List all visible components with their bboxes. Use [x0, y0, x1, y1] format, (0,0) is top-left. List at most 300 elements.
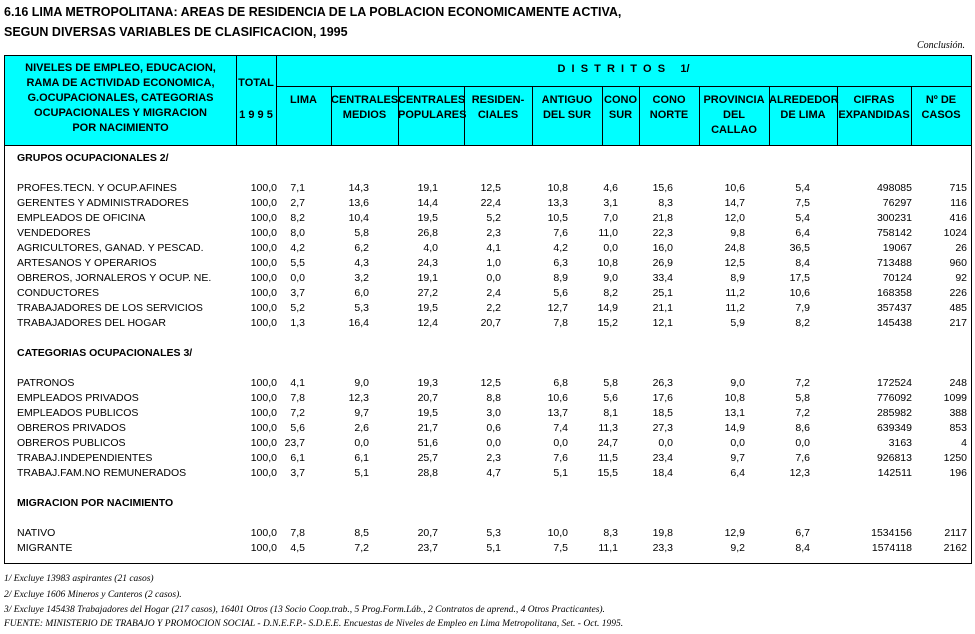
cell-value: 7,1	[290, 182, 305, 194]
table-row	[5, 542, 973, 557]
cell-value: 1,3	[290, 317, 305, 329]
cell-value: 7,8	[290, 392, 305, 404]
cell-value: 100,0	[250, 257, 277, 269]
table-row	[5, 212, 973, 227]
cell-value: 10,0	[547, 527, 568, 539]
cell-value: 15,5	[597, 467, 618, 479]
cell-value: 13,7	[547, 407, 568, 419]
stub-header-line: NIVELES DE EMPLEO, EDUCACION,	[25, 62, 216, 74]
cell-value: 5,5	[290, 257, 305, 269]
cell-value: 11,2	[725, 287, 745, 299]
cell-value: 5,4	[795, 212, 810, 224]
cell-value: 12,3	[348, 392, 369, 404]
cell-value: 3,0	[486, 407, 501, 419]
distritos-header: D I S T R I T O S 1/	[557, 63, 690, 75]
cell-value: 7,6	[553, 452, 568, 464]
table-row	[5, 317, 973, 332]
cell-value: 4,0	[423, 242, 438, 254]
cell-value: 853	[949, 422, 967, 434]
cell-value: 0,0	[730, 437, 745, 449]
row-label: NATIVO	[17, 527, 56, 539]
section-title: GRUPOS OCUPACIONALES 2/	[17, 152, 169, 164]
cell-value: 10,4	[348, 212, 369, 224]
cell-value: 19067	[882, 242, 912, 254]
cell-value: 10,8	[597, 257, 618, 269]
cell-value: 7,0	[603, 212, 618, 224]
table-row	[5, 377, 973, 392]
cell-value: 70124	[882, 272, 912, 284]
cell-value: 76297	[882, 197, 912, 209]
column-header-line: CIALES	[477, 109, 519, 121]
cell-value: 145438	[876, 317, 912, 329]
cell-value: 8,9	[730, 272, 745, 284]
row-label: VENDEDORES	[17, 227, 91, 239]
cell-value: 8,4	[795, 542, 810, 554]
cell-value: 100,0	[250, 212, 277, 224]
row-label: CONDUCTORES	[17, 287, 100, 299]
column-header-line: CENTRALES	[331, 94, 399, 106]
column-header-line: Nº DE	[925, 94, 957, 106]
cell-value: 19,5	[417, 302, 438, 314]
cell-value: 19,1	[417, 182, 438, 194]
cell-value: 6,1	[290, 452, 305, 464]
cell-value: 7,8	[553, 317, 568, 329]
cell-value: 16,0	[652, 242, 673, 254]
cell-value: 4,1	[486, 242, 501, 254]
row-label: PROFES.TECN. Y OCUP.AFINES	[17, 182, 177, 194]
cell-value: 8,2	[290, 212, 305, 224]
cell-value: 3,7	[290, 287, 305, 299]
cell-value: 100,0	[250, 182, 277, 194]
column-header-line: POPULARES	[398, 109, 467, 121]
cell-value: 9,0	[730, 377, 745, 389]
column-header	[398, 93, 467, 123]
cell-value: 12,5	[480, 182, 501, 194]
cell-value: 19,5	[417, 407, 438, 419]
cell-value: 776092	[876, 392, 912, 404]
column-header	[639, 93, 699, 123]
cell-value: 0,0	[658, 437, 673, 449]
table-row	[5, 197, 973, 212]
cell-value: 8,0	[290, 227, 305, 239]
cell-value: 142511	[877, 467, 912, 479]
cell-value: 1,0	[486, 257, 501, 269]
cell-value: 11,2	[725, 302, 745, 314]
cell-value: 13,3	[547, 197, 568, 209]
cell-value: 5,6	[603, 392, 618, 404]
cell-value: 5,3	[354, 302, 369, 314]
cell-value: 0,6	[486, 422, 501, 434]
column-header-line: EXPANDIDAS	[838, 109, 910, 121]
cell-value: 19,1	[417, 272, 438, 284]
cell-value: 10,8	[547, 182, 568, 194]
table-row	[5, 452, 973, 467]
table-title-line-2: SEGUN DIVERSAS VARIABLES DE CLASIFICACION, 1995	[4, 25, 348, 39]
cell-value: 1024	[943, 227, 967, 239]
cell-value: 2162	[943, 542, 967, 554]
cell-value: 12,7	[547, 302, 568, 314]
cell-value: 6,4	[730, 467, 745, 479]
cell-value: 10,6	[789, 287, 810, 299]
cell-value: 4	[961, 437, 967, 449]
stub-header-line: G.OCUPACIONALES, CATEGORIAS	[27, 92, 214, 104]
column-header-line: RESIDEN-	[471, 94, 525, 106]
row-label: AGRICULTORES, GANAD. Y PESCAD.	[17, 242, 204, 254]
cell-value: 6,0	[354, 287, 369, 299]
cell-value: 4,2	[553, 242, 568, 254]
table-row	[5, 257, 973, 272]
cell-value: 10,6	[547, 392, 568, 404]
cell-value: 4,6	[603, 182, 618, 194]
cell-value: 25,7	[417, 452, 438, 464]
cell-value: 300231	[876, 212, 912, 224]
table-row	[5, 392, 973, 407]
cell-value: 15,6	[652, 182, 673, 194]
cell-value: 14,3	[348, 182, 369, 194]
cell-value: 26	[955, 242, 967, 254]
table-row	[5, 182, 973, 197]
cell-value: 8,2	[795, 317, 810, 329]
cell-value: 26,3	[652, 377, 673, 389]
table-row	[5, 272, 973, 287]
cell-value: 4,1	[290, 377, 305, 389]
cell-value: 1250	[943, 452, 967, 464]
column-header-line: CENTRALES	[398, 94, 466, 106]
cell-value: 21,7	[417, 422, 438, 434]
cell-value: 0,0	[486, 272, 501, 284]
cell-value: 23,7	[417, 542, 438, 554]
column-header	[331, 93, 398, 123]
cell-value: 14,9	[597, 302, 618, 314]
cell-value: 100,0	[250, 437, 277, 449]
table-row	[5, 467, 973, 482]
cell-value: 19,5	[417, 212, 438, 224]
cell-value: 100,0	[250, 377, 277, 389]
cell-value: 36,5	[789, 242, 810, 254]
cell-value: 24,8	[724, 242, 745, 254]
column-header-line: LIMA	[290, 94, 317, 106]
cell-value: 100,0	[250, 302, 277, 314]
header-divider	[236, 56, 237, 145]
column-header-line: SUR	[608, 109, 633, 121]
column-header	[532, 93, 602, 123]
cell-value: 12,1	[652, 317, 673, 329]
cell-value: 8,3	[658, 197, 673, 209]
cell-value: 7,9	[795, 302, 810, 314]
cell-value: 100,0	[250, 287, 277, 299]
cell-value: 92	[955, 272, 967, 284]
cell-value: 10,5	[547, 212, 568, 224]
table-row	[5, 422, 973, 437]
cell-value: 14,9	[724, 422, 745, 434]
cell-value: 2,3	[486, 227, 501, 239]
cell-value: 9,0	[354, 377, 369, 389]
cell-value: 100,0	[250, 197, 277, 209]
row-label: GERENTES Y ADMINISTRADORES	[17, 197, 189, 209]
cell-value: 2,4	[486, 287, 501, 299]
cell-value: 758142	[876, 227, 912, 239]
column-header-line: PROVINCIA	[703, 94, 765, 106]
cell-value: 639349	[876, 422, 912, 434]
table-title-line-1: 6.16 LIMA METROPOLITANA: AREAS DE RESIDENCIA DE LA POBLACION ECONOMICAMENTE ACTIVA,	[4, 5, 622, 19]
table-header	[4, 55, 972, 146]
row-label: OBREROS PRIVADOS	[17, 422, 126, 434]
cell-value: 22,3	[652, 227, 673, 239]
cell-value: 7,5	[553, 542, 568, 554]
cell-value: 11,3	[598, 422, 618, 434]
cell-value: 5,1	[553, 467, 568, 479]
row-label: OBREROS, JORNALEROS Y OCUP. NE.	[17, 272, 212, 284]
cell-value: 2,6	[354, 422, 369, 434]
column-header-line: DEL CALLAO	[711, 109, 757, 136]
footnote-3: 3/ Excluye 145438 Trabajadores del Hogar (217 casos), 16401 Otros (13 Socio Coop.trab., 5 Prog.Form.Láb., 2 Contratos de aprend., 4 Otros Practicantes).	[4, 605, 605, 615]
table-row	[5, 227, 973, 242]
column-header-line: CIFRAS	[853, 94, 895, 106]
cell-value: 4,3	[354, 257, 369, 269]
cell-value: 14,4	[417, 197, 438, 209]
cell-value: 24,3	[417, 257, 438, 269]
table-row	[5, 437, 973, 452]
cell-value: 100,0	[250, 242, 277, 254]
cell-value: 2,2	[486, 302, 501, 314]
table-row	[5, 302, 973, 317]
cell-value: 168358	[876, 287, 912, 299]
cell-value: 2,7	[290, 197, 305, 209]
cell-value: 3,1	[603, 197, 618, 209]
cell-value: 23,3	[652, 542, 673, 554]
cell-value: 100,0	[250, 272, 277, 284]
cell-value: 100,0	[250, 527, 277, 539]
cell-value: 0,0	[354, 437, 369, 449]
cell-value: 5,9	[730, 317, 745, 329]
cell-value: 100,0	[250, 422, 277, 434]
cell-value: 248	[949, 377, 967, 389]
cell-value: 416	[949, 212, 967, 224]
cell-value: 1574118	[871, 542, 912, 554]
cell-value: 960	[949, 257, 967, 269]
cell-value: 21,8	[652, 212, 673, 224]
column-header	[464, 93, 532, 123]
cell-value: 10,8	[724, 392, 745, 404]
cell-value: 12,5	[724, 257, 745, 269]
table-row	[5, 287, 973, 302]
cell-value: 7,8	[290, 527, 305, 539]
row-label: TRABAJADORES DEL HOGAR	[17, 317, 166, 329]
cell-value: 498085	[876, 182, 912, 194]
cell-value: 0,0	[795, 437, 810, 449]
cell-value: 12,0	[724, 212, 745, 224]
conclusion-note: Conclusión.	[916, 40, 965, 51]
column-header-line: CONO	[604, 94, 637, 106]
cell-value: 5,6	[290, 422, 305, 434]
table-row	[5, 527, 973, 542]
cell-value: 2117	[944, 527, 967, 539]
cell-value: 7,2	[795, 377, 810, 389]
cell-value: 4,2	[290, 242, 305, 254]
column-header	[276, 93, 331, 123]
cell-value: 0,0	[603, 242, 618, 254]
cell-value: 27,3	[652, 422, 673, 434]
cell-value: 20,7	[417, 392, 438, 404]
cell-value: 21,1	[652, 302, 673, 314]
column-header	[699, 93, 769, 138]
column-header-line	[276, 108, 331, 123]
column-header-line: CASOS	[921, 109, 961, 121]
cell-value: 100,0	[250, 392, 277, 404]
cell-value: 7,2	[290, 407, 305, 419]
cell-value: 27,2	[417, 287, 438, 299]
row-label: TRABAJ.INDEPENDIENTES	[17, 452, 153, 464]
column-header-line: ALREDEDOR	[769, 94, 839, 106]
row-label: MIGRANTE	[17, 542, 73, 554]
table-body	[4, 146, 972, 564]
cell-value: 1099	[943, 392, 967, 404]
cell-value: 33,4	[652, 272, 673, 284]
table-row	[5, 407, 973, 422]
stub-header-line: POR NACIMIENTO	[72, 122, 169, 134]
cell-value: 8,3	[603, 527, 618, 539]
cell-value: 19,3	[417, 377, 438, 389]
cell-value: 6,4	[795, 227, 810, 239]
cell-value: 26,8	[417, 227, 438, 239]
cell-value: 388	[949, 407, 967, 419]
cell-value: 13,1	[724, 407, 745, 419]
cell-value: 24,7	[597, 437, 618, 449]
cell-value: 23,4	[652, 452, 673, 464]
cell-value: 6,1	[354, 452, 369, 464]
column-header	[837, 93, 911, 123]
cell-value: 226	[949, 287, 967, 299]
table-row	[5, 242, 973, 257]
cell-value: 5,1	[486, 542, 501, 554]
cell-value: 12,5	[480, 377, 501, 389]
cell-value: 8,9	[553, 272, 568, 284]
cell-value: 715	[949, 182, 967, 194]
cell-value: 3,2	[354, 272, 369, 284]
cell-value: 26,9	[652, 257, 673, 269]
cell-value: 12,4	[417, 317, 438, 329]
year-header: 1 9 9 5	[239, 109, 273, 121]
cell-value: 7,2	[354, 542, 369, 554]
cell-value: 51,6	[417, 437, 438, 449]
cell-value: 20,7	[480, 317, 501, 329]
cell-value: 6,3	[553, 257, 568, 269]
footnote-2: 2/ Excluye 1606 Mineros y Canteros (2 casos).	[4, 590, 182, 600]
cell-value: 9,7	[354, 407, 369, 419]
total-header: TOTAL	[238, 77, 274, 89]
cell-value: 3,7	[290, 467, 305, 479]
cell-value: 7,6	[553, 227, 568, 239]
cell-value: 9,7	[730, 452, 745, 464]
cell-value: 5,3	[486, 527, 501, 539]
column-header	[911, 93, 971, 123]
cell-value: 5,6	[553, 287, 568, 299]
cell-value: 5,8	[603, 377, 618, 389]
cell-value: 17,5	[789, 272, 810, 284]
cell-value: 10,6	[724, 182, 745, 194]
cell-value: 0,0	[553, 437, 568, 449]
header-divider	[276, 86, 971, 87]
column-header-line: ANTIGUO	[541, 94, 593, 106]
cell-value: 1534156	[871, 527, 912, 539]
cell-value: 5,8	[354, 227, 369, 239]
cell-value: 11,1	[598, 542, 618, 554]
cell-value: 4,5	[290, 542, 305, 554]
cell-value: 6,2	[354, 242, 369, 254]
column-header-line: DEL SUR	[542, 109, 592, 121]
cell-value: 8,5	[354, 527, 369, 539]
cell-value: 8,1	[603, 407, 618, 419]
cell-value: 285982	[876, 407, 912, 419]
cell-value: 11,5	[598, 452, 618, 464]
cell-value: 5,4	[795, 182, 810, 194]
row-label: TRABAJ.FAM.NO REMUNERADOS	[17, 467, 187, 479]
stub-header-line: RAMA DE ACTIVIDAD ECONOMICA,	[26, 77, 215, 89]
cell-value: 100,0	[250, 317, 277, 329]
cell-value: 100,0	[250, 467, 277, 479]
cell-value: 25,1	[652, 287, 673, 299]
row-label: EMPLEADOS PUBLICOS	[17, 407, 139, 419]
cell-value: 7,4	[553, 422, 568, 434]
cell-value: 7,5	[795, 197, 810, 209]
footnote-1: 1/ Excluye 13983 aspirantes (21 casos)	[4, 574, 154, 584]
cell-value: 9,8	[730, 227, 745, 239]
section-title: CATEGORIAS OCUPACIONALES 3/	[17, 347, 193, 359]
row-label: ARTESANOS Y OPERARIOS	[17, 257, 157, 269]
row-label: TRABAJADORES DE LOS SERVICIOS	[17, 302, 203, 314]
row-label: PATRONOS	[17, 377, 75, 389]
cell-value: 28,8	[417, 467, 438, 479]
cell-value: 13,6	[348, 197, 369, 209]
cell-value: 16,4	[348, 317, 369, 329]
cell-value: 8,8	[486, 392, 501, 404]
row-label: OBREROS PUBLICOS	[17, 437, 126, 449]
cell-value: 172524	[876, 377, 912, 389]
column-header-line: NORTE	[649, 109, 689, 121]
cell-value: 0,0	[290, 272, 305, 284]
cell-value: 926813	[876, 452, 912, 464]
section-title: MIGRACION POR NACIMIENTO	[17, 497, 174, 509]
cell-value: 12,9	[724, 527, 745, 539]
cell-value: 4,7	[486, 467, 501, 479]
cell-value: 0,0	[486, 437, 501, 449]
column-header-line: MEDIOS	[342, 109, 387, 121]
cell-value: 8,2	[603, 287, 618, 299]
cell-value: 100,0	[250, 407, 277, 419]
cell-value: 18,4	[652, 467, 673, 479]
cell-value: 6,8	[553, 377, 568, 389]
cell-value: 7,2	[795, 407, 810, 419]
cell-value: 217	[949, 317, 967, 329]
cell-value: 19,8	[652, 527, 673, 539]
cell-value: 100,0	[250, 452, 277, 464]
column-header-line: DE LIMA	[780, 109, 826, 121]
cell-value: 18,5	[652, 407, 673, 419]
cell-value: 357437	[876, 302, 912, 314]
cell-value: 6,7	[795, 527, 810, 539]
source-note: FUENTE: MINISTERIO DE TRABAJO Y PROMOCION SOCIAL - D.N.E.F.P.- S.D.E.E. Encuestas de Niveles de Empleo en Lima Metropolitana, Set. - Oct. 1995.	[4, 619, 624, 629]
cell-value: 100,0	[250, 542, 277, 554]
cell-value: 20,7	[417, 527, 438, 539]
cell-value: 15,2	[597, 317, 618, 329]
cell-value: 116	[950, 197, 967, 209]
cell-value: 5,1	[354, 467, 369, 479]
column-header	[602, 93, 639, 123]
cell-value: 11,0	[598, 227, 618, 239]
cell-value: 7,6	[795, 452, 810, 464]
cell-value: 23,7	[284, 437, 305, 449]
cell-value: 5,2	[290, 302, 305, 314]
